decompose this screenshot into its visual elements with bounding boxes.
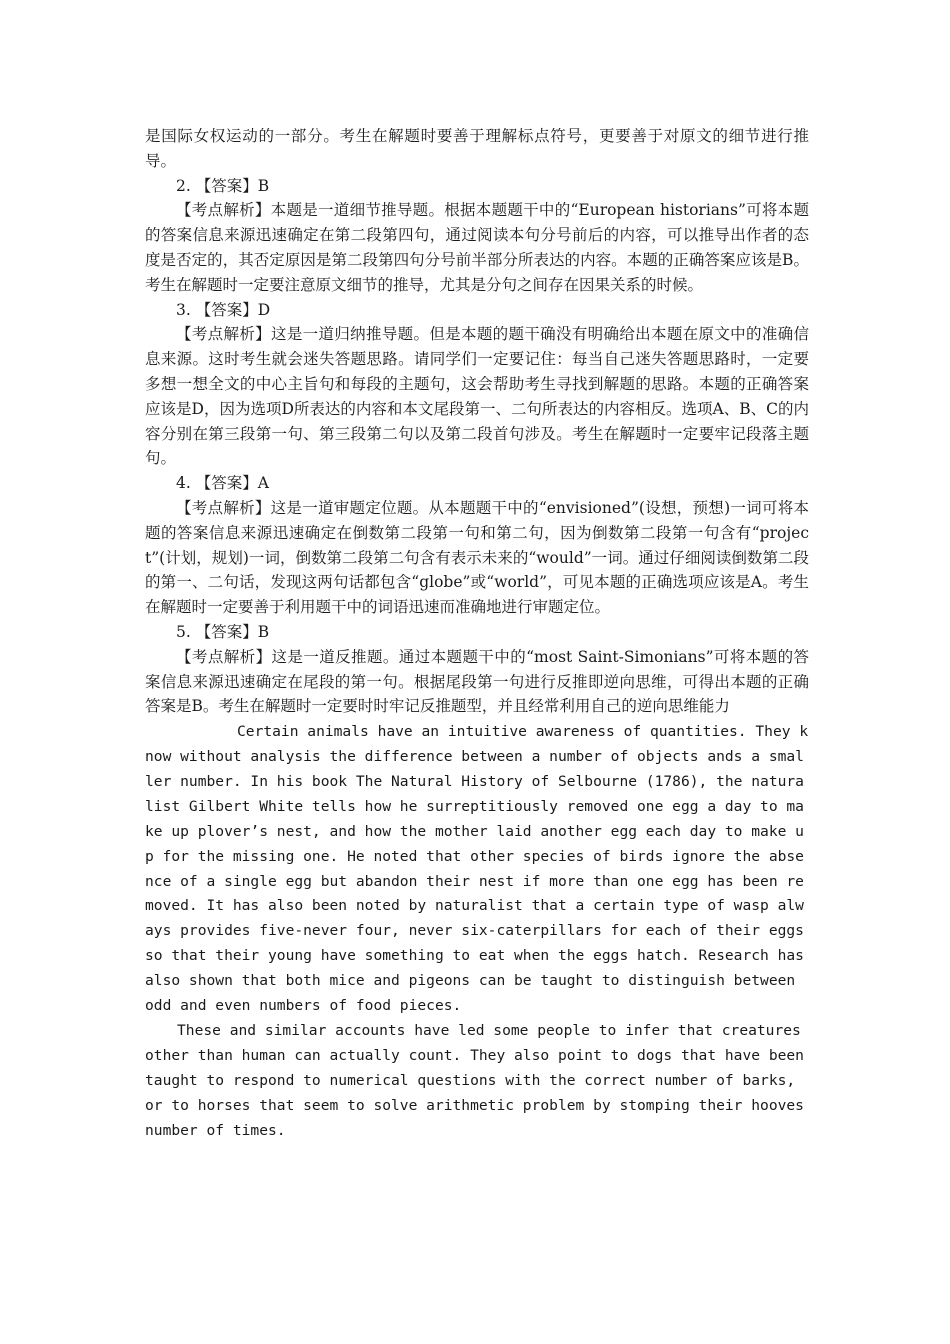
explanation-5: 【考点解析】这是一道反推题。通过本题题干中的“most Saint-Simonians”可将本题的答案信息来源迅速确定在尾段的第一句。根据尾段第一句进行反推即逆向思维，可得出本题的正确答案是B。考生在解题时一定要时时牢记反推题型，并且经常利用自己的逆向思维能力 <box>145 647 809 716</box>
explanation-2: 【考点解析】本题是一道细节推导题。根据本题题干中的“European historians”可将本题的答案信息来源迅速确定在第二段第四句，通过阅读本句分号前后的内容，可以推导出作者的态度是否定的，其否定原因是第二段第四句分号前半部分所表达的内容。本题的正确答案应该是B。考生在解题时一定要注意原文细节的推导，尤其是分句之间存在因果关系的时候。 <box>145 201 809 294</box>
document-page <box>145 124 809 1144</box>
answer-3: 3. 【答案】D <box>176 300 271 319</box>
explanation-4: 【考点解析】这是一道审题定位题。从本题题干中的“envisioned”(设想，预想)一词可将本题的答案信息来源迅速确定在倒数第二段第一句和第二句，因为倒数第二段第一句含有“project”(计划，规划)一词，倒数第二段第二句含有表示未来的“would”一词。通过仔细阅读倒数第二段的第一、二句话，发现这两句话都包含“globe”或“world”，可见本题的正确选项应该是A。考生在解题时一定要善于利用题干中的词语迅速而准确地进行审题定位。 <box>145 498 809 617</box>
english-paragraph-1: Certain animals have an intuitive awareness of quantities. They know without analysis the difference between a number of objects ands a smaller number. In his book The Natural History of Selbourne (1786), the naturalist Gilbert White tells how he surreptitiously removed one egg a day to make up plover’s nest, and how the mother laid another egg each day to make up for the missing one. He noted that other species of birds ignore the absence of a single egg but abandon their nest if more than one egg has been removed. It has also been noted by naturalist that a certain type of wasp always provides five-never four, never six-caterpillars for each of their eggs so that their young have something to eat when the eggs hatch. Research has also shown that both mice and pigeons can be taught to distinguish between odd and even numbers of food pieces. <box>145 723 809 1015</box>
paragraph-intro-tail: 是国际女权运动的一部分。考生在解题时要善于理解标点符号，更要善于对原文的细节进行推导。 <box>145 127 809 170</box>
answer-2: 2. 【答案】B <box>176 176 270 195</box>
explanation-3: 【考点解析】这是一道归纳推导题。但是本题的题干确没有明确给出本题在原文中的准确信息来源。这时考生就会迷失答题思路。请同学们一定要记住：每当自己迷失答题思路时，一定要多想一想全文的中心主旨句和每段的主题句，这会帮助考生寻找到解题的思路。本题的正确答案应该是D，因为选项D所表达的内容和本文尾段第一、二句所表达的内容相反。选项A、B、C的内容分别在第三段第一句、第三段第二句以及第二段首句涉及。考生在解题时一定要牢记段落主题句。 <box>145 325 809 468</box>
answer-5: 5. 【答案】B <box>176 622 270 641</box>
english-paragraph-2: These and similar accounts have led some people to infer that creatures other than human can actually count. They also point to dogs that have been taught to respond to numerical questions with the correct number of barks, or to horses that seem to solve arithmetic problem by stomping their hooves number of times. <box>145 1022 804 1139</box>
answer-4: 4. 【答案】A <box>176 474 269 493</box>
